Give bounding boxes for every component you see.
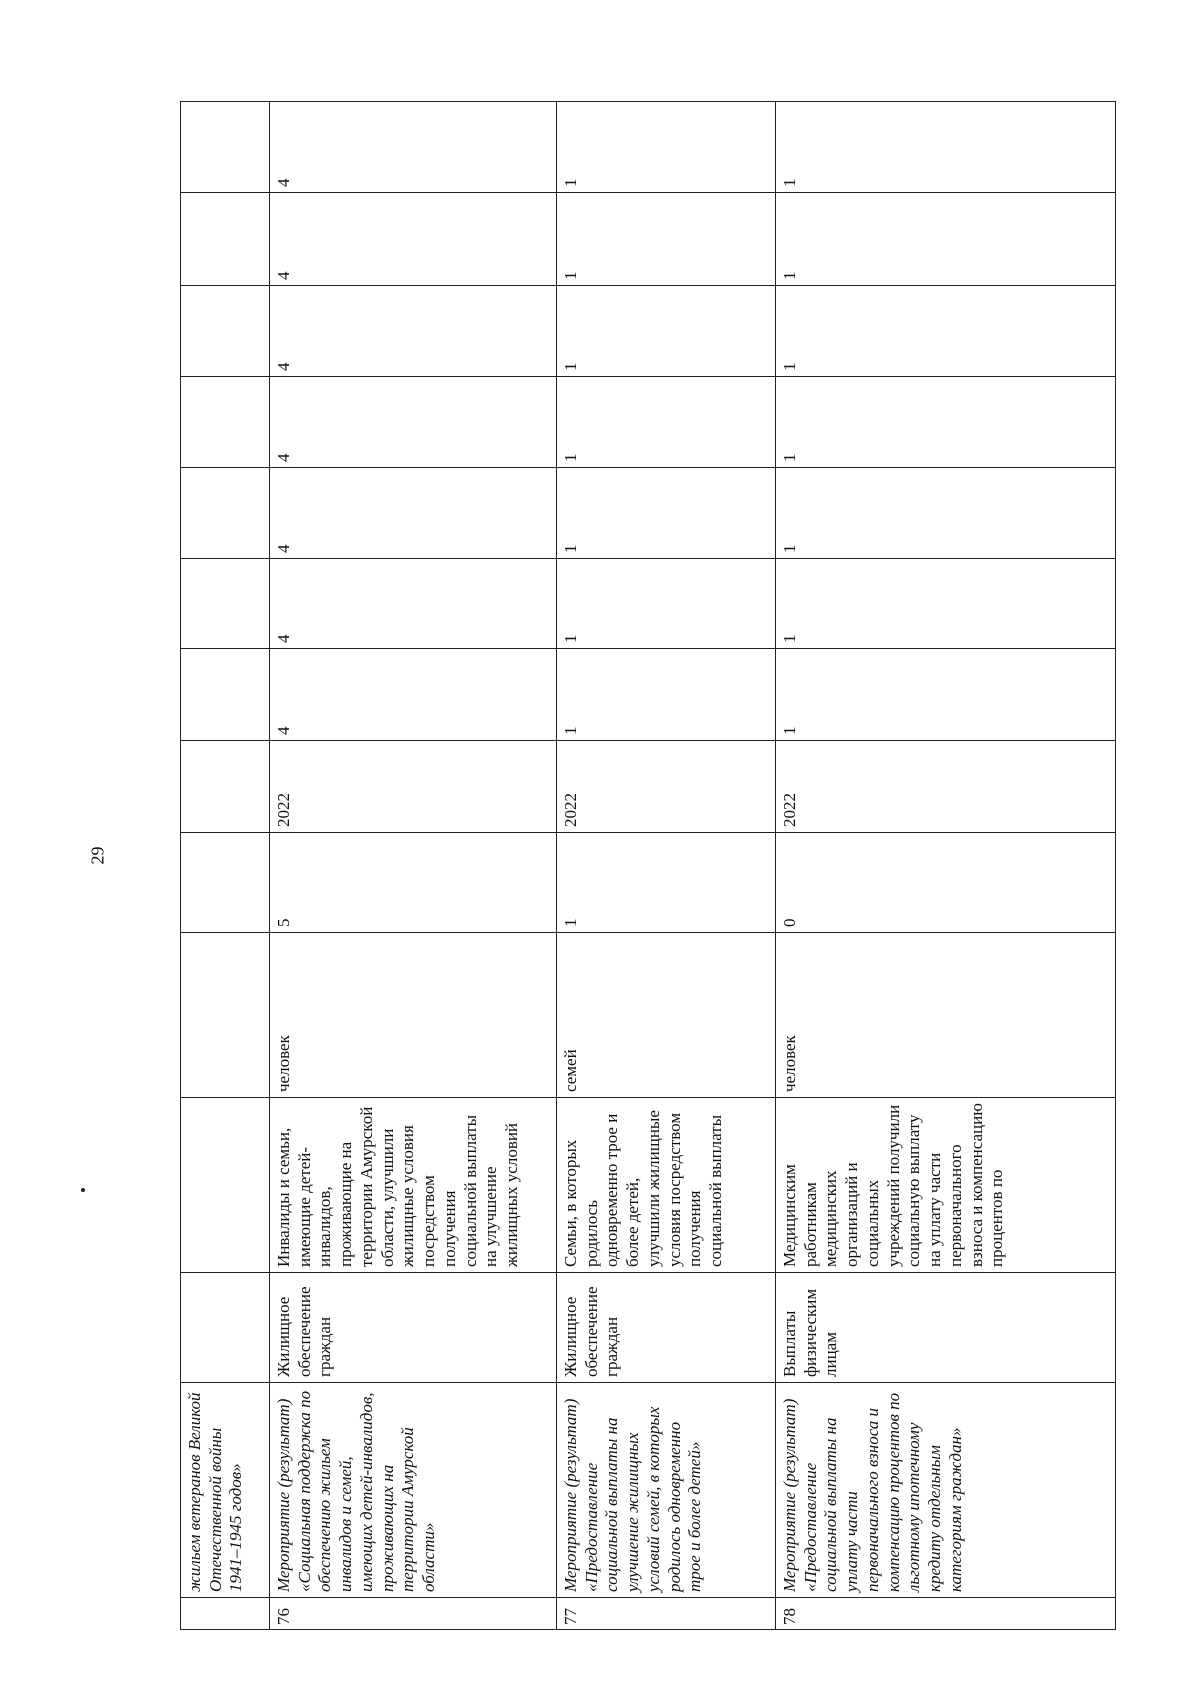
- cell-value: [181, 102, 270, 193]
- target-value: 4: [270, 286, 557, 377]
- event-name: Мероприятие (результат) «Предоставление социальной выплаты на улучшение жилищных условий семей, в которых родилось одновременно трое и более детей»: [557, 1383, 776, 1598]
- row-number: 77: [557, 1598, 776, 1630]
- target-value: 1: [776, 102, 1116, 193]
- target-value: 1: [557, 377, 776, 468]
- cell-type: [181, 1273, 270, 1383]
- target-value: 4: [270, 559, 557, 649]
- unit: человек: [776, 933, 1116, 1098]
- base-value: 1: [557, 833, 776, 933]
- target-value: 1: [776, 468, 1116, 559]
- cell-value: [181, 193, 270, 286]
- page-number: 29: [87, 846, 108, 865]
- cell-value: [181, 649, 270, 741]
- rotated-table-container: [180, 110, 1115, 1630]
- event-name: Мероприятие (результат) «Предоставление социальной выплаты на уплату части первоначального взноса и компенсацию процентов по льготному ипотечному кредиту отдельным категориям граждан»: [776, 1383, 1116, 1598]
- target-value: 1: [557, 193, 776, 286]
- target-value: 1: [776, 377, 1116, 468]
- event-description: Медицинским работникам медицинских организаций и социальных учреждений получили социальную выплату на уплату части первоначального взноса и компенсацию процентов по: [776, 1098, 1116, 1273]
- target-value: 1: [557, 102, 776, 193]
- table-row: [270, 102, 557, 1630]
- cell-event: жильем ветеранов Великой Отечественной войны 1941–1945 годов»: [181, 1383, 270, 1598]
- target-value: 4: [270, 377, 557, 468]
- base-year: 2022: [557, 741, 776, 833]
- target-value: 1: [557, 649, 776, 741]
- event-type: Выплаты физическим лицам: [776, 1273, 1116, 1383]
- row-number: 76: [270, 1598, 557, 1630]
- base-year: 2022: [776, 741, 1116, 833]
- target-value: 1: [776, 559, 1116, 649]
- event-description: Семьи, в которых родилось одновременно трое и более детей, улучшили жилищные условия посредством получения социальной выплаты: [557, 1098, 776, 1273]
- target-value: 1: [557, 468, 776, 559]
- event-type: Жилищное обеспечение граждан: [557, 1273, 776, 1383]
- table-row: [557, 102, 776, 1630]
- cell-value: [181, 286, 270, 377]
- row-number: 78: [776, 1598, 1116, 1630]
- cell-base-value: [181, 833, 270, 933]
- cell-description: [181, 1098, 270, 1273]
- base-value: 0: [776, 833, 1116, 933]
- event-type: Жилищное обеспечение граждан: [270, 1273, 557, 1383]
- target-value: 1: [557, 559, 776, 649]
- target-value: 4: [270, 649, 557, 741]
- target-value: 4: [270, 468, 557, 559]
- cell-value: [181, 559, 270, 649]
- unit: семей: [557, 933, 776, 1098]
- target-value: 1: [557, 286, 776, 377]
- table-row: [776, 102, 1116, 1630]
- event-name: Мероприятие (результат) «Социальная поддержка по обеспечению жильем инвалидов и семей, имеющих детей-инвалидов, проживающих на территории Амурской области»: [270, 1383, 557, 1598]
- cell-num: [181, 1598, 270, 1630]
- event-description: Инвалиды и семьи, имеющие детей-инвалидов, проживающие на территории Амурской области, улучшили жилищные условия посредством получения социальной выплаты на улучшение жилищных условий: [270, 1098, 557, 1273]
- cell-unit: [181, 933, 270, 1098]
- base-value: 5: [270, 833, 557, 933]
- target-value: 4: [270, 102, 557, 193]
- target-value: 1: [776, 193, 1116, 286]
- scan-speck: [81, 1188, 85, 1192]
- target-value: 1: [776, 286, 1116, 377]
- cell-value: [181, 468, 270, 559]
- base-year: 2022: [270, 741, 557, 833]
- cell-base-year: [181, 741, 270, 833]
- carry-over-row: [181, 102, 270, 1630]
- cell-value: [181, 377, 270, 468]
- unit: человек: [270, 933, 557, 1098]
- target-value: 4: [270, 193, 557, 286]
- indicators-table: [180, 101, 1116, 1630]
- target-value: 1: [776, 649, 1116, 741]
